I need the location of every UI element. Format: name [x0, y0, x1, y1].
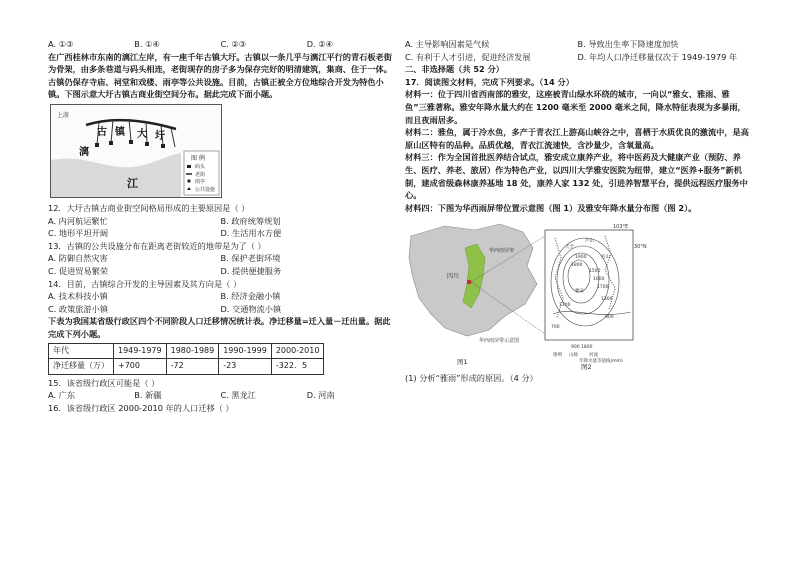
- contour-label: 1300: [601, 297, 613, 303]
- table-cell: -23: [219, 359, 272, 375]
- figure-2-caption: 图2: [581, 363, 592, 371]
- legend-title: 图 例: [191, 154, 205, 162]
- daxu-town-map: [50, 104, 222, 198]
- material-3-label: 材料三：: [405, 152, 438, 163]
- yaan-figures-svg: [405, 218, 750, 370]
- map-char-da: 大: [137, 128, 147, 140]
- place-label: 芦山: [585, 239, 594, 245]
- table-cell: +700: [114, 359, 167, 375]
- q12-stem: 12．大圩古镇古商业街空间格局形成的主要原因是（ ）: [48, 202, 250, 213]
- place-label: 名山: [601, 255, 610, 261]
- legend-item-facility: 公共设施: [195, 186, 216, 193]
- longitude-label: 103°E: [613, 224, 629, 231]
- material-2: [405, 126, 750, 151]
- upstream-label: 上游: [57, 111, 70, 119]
- q12-options-row2: [48, 227, 393, 240]
- q14-options-row2: [48, 303, 393, 316]
- q14-option-c[interactable]: C. 政策旅游小镇: [48, 303, 109, 314]
- q16-option-b[interactable]: B. 导致出生率下降速度加快: [577, 39, 679, 49]
- latitude-label: 30°N: [634, 244, 647, 251]
- q14-stem: 14．目前，古镇综合开发的主导因素及其方向是（ ）: [48, 278, 242, 289]
- passage-daxu: 在广西桂林市东南的漓江左岸，有一座千年古镇大圩。古镇以一条几乎与漓江平行的青石板老街为骨架，由多条巷道与码头相连，老街现存的房子多为保存完好的明清建筑，集商、住于一体。古镇仍保存寺庙、祠堂和戏楼、雨亭等公共设施。目前，古镇正被全方位地综合开发为特色小镇。下图示意大圩古镇古商业街空间分布。据此完成下面小题。: [48, 51, 392, 100]
- place-label: 天全: [565, 245, 574, 251]
- q15-options: [48, 389, 393, 402]
- sichuan-label: 四川: [447, 273, 460, 281]
- map-char-gu: 古: [97, 126, 107, 138]
- legend-item-pier: 码头: [195, 163, 206, 170]
- fig1-sichuan-map: [409, 224, 545, 344]
- q14-option-b[interactable]: B. 经济金融小镇: [220, 291, 281, 302]
- table-header-cell: 年代: [49, 343, 114, 359]
- table-row: [49, 359, 324, 375]
- q13-option-b[interactable]: B. 保护老街环境: [220, 253, 281, 264]
- q16-option-d[interactable]: D. 年均人口净迁移量仅次于 1949-1979 年: [577, 51, 738, 62]
- scale-label: 900 1800: [571, 345, 593, 351]
- table-header-row: [49, 343, 324, 359]
- q14-options-row1: [48, 290, 393, 303]
- contour-label: 700: [551, 325, 560, 331]
- q12-option-a[interactable]: A. 内河航运繁忙: [48, 215, 108, 226]
- material-2-text: 雅鱼，属于冷水鱼，多产于青衣江上游高山峡谷之中，喜栖于水质优良的激流中，是高原山区特有的品种。品质优越，青衣江流速快，含沙量少，含氧量高。: [405, 127, 749, 150]
- contour-label: 1900: [575, 255, 587, 261]
- q13-option-c[interactable]: C. 促进贸易繁荣: [48, 265, 109, 276]
- section-title: 二、非选择题（共 52 分）: [405, 64, 504, 75]
- material-1-label: 材料一：: [405, 89, 438, 100]
- material-4-text: 下图为华西雨屏带位置示意图（图 1）及雅安年降水量分布图（图 2）。: [437, 202, 697, 213]
- fig2-rainfall-map: [545, 224, 647, 364]
- material-4-label: 材料四：: [405, 202, 438, 213]
- q13-stem: 13．古镇的公共设施分布在距离老街较近的地带是为了（ ）: [48, 240, 266, 251]
- map-char-li: 漓: [79, 146, 89, 158]
- table-header-cell: 1980-1989: [166, 343, 219, 359]
- material-1: [405, 88, 750, 126]
- q15-option-a[interactable]: A. 广东: [48, 390, 76, 401]
- table-header-cell: 1990-1999: [219, 343, 272, 359]
- material-1-text: 位于四川省西南部的雅安，这座被青山绿水环绕的城市，一向以“雅女、雅雨、雅鱼”三雅著称。雅安年降水量大约在 1200 毫米至 2000 毫米之间，降水特征表现为多暴雨，而且夜雨居多。: [405, 89, 746, 125]
- q12-option-b[interactable]: B. 政府统筹规划: [220, 215, 281, 226]
- map-char-xu: 圩: [155, 130, 165, 142]
- table-header-cell: 2000-2010: [271, 343, 324, 359]
- material-2-label: 材料二：: [405, 127, 438, 138]
- q12-options-row1: [48, 215, 393, 228]
- q11-option-b[interactable]: B. ①④: [134, 39, 160, 49]
- q16-stem: 16．该省级行政区 2000-2010 年的人口迁移（ ）: [48, 402, 234, 413]
- contour-label: 1500: [589, 269, 601, 275]
- q15-option-c[interactable]: C. 黑龙江: [220, 390, 256, 401]
- q12-option-c[interactable]: C. 地形平坦开阔: [48, 228, 109, 239]
- passage-migration: 下表为我国某省级行政区四个不同阶段人口迁移情况统计表。净迁移量=迁入量－迁出量。据此完成下列小题。: [48, 316, 391, 339]
- material-4: [405, 202, 750, 215]
- legend-item-street: 老街: [195, 171, 206, 178]
- q16-option-a[interactable]: A. 主导影响因素是气候: [405, 39, 490, 49]
- q13-options-row2: [48, 265, 393, 278]
- contour-label: 1800: [571, 263, 583, 269]
- contour-label: 1700: [597, 285, 609, 291]
- right-column: [405, 38, 750, 385]
- contour-label: 900: [605, 315, 614, 321]
- q11-options: [48, 38, 393, 51]
- q15-stem: 15．该省级行政区可能是（ ）: [48, 377, 160, 388]
- q16-options-row2: [405, 51, 750, 64]
- q15-option-b[interactable]: B. 新疆: [134, 390, 162, 401]
- legend-mountain: 山脉: [569, 353, 578, 359]
- fig2-legend-title: 图例: [553, 353, 562, 359]
- migration-table: [48, 343, 324, 375]
- q11-option-c[interactable]: C. ②③: [220, 39, 247, 49]
- map-char-jiang: 江: [127, 176, 138, 190]
- q13-options-row1: [48, 252, 393, 265]
- q15-option-d[interactable]: D. 河南: [306, 390, 335, 401]
- q12-option-d[interactable]: D. 生活用水方便: [220, 228, 282, 239]
- place-label: 雅安: [575, 289, 584, 295]
- contour-label: 1100: [559, 303, 571, 309]
- figure-1-caption: 图1: [457, 358, 468, 367]
- q16-options-row1: [405, 38, 750, 51]
- contour-label: 1600: [593, 277, 605, 283]
- q16-option-c[interactable]: C. 有利于人才引进，促进经济发展: [405, 51, 531, 62]
- table-header-cell: 1949-1979: [114, 343, 167, 359]
- q14-option-d[interactable]: D. 交通物流小镇: [220, 303, 282, 314]
- q14-option-a[interactable]: A. 技术科技小镇: [48, 291, 108, 302]
- daxu-map-svg: [51, 105, 221, 197]
- table-cell: -322．5: [271, 359, 324, 375]
- q13-option-a[interactable]: A. 防御自然灾害: [48, 253, 108, 264]
- inset-title: 华西雨屏带示意图: [479, 338, 520, 345]
- legend-item-pavilion: 雨亭: [195, 178, 206, 185]
- material-3-text: 作为全国首批医养结合试点，雅安成立康养产业，将中医药及大健康产业（预防、养生、医疗、养老、旅居）作为特色产业，以四川大学雅安医院为纽带，建立“医养+服务”新机制，建成省级森林康养基地 18 处，康养人家 132 处，引进养智慧平台，提供远程医疗服务中心。: [405, 152, 748, 201]
- yaan-marker: [467, 280, 471, 284]
- table-cell: -72: [166, 359, 219, 375]
- left-column: [48, 38, 393, 414]
- table-row-label: 净迁移量（万）: [49, 359, 114, 375]
- band-label: 华西雨屏带: [489, 248, 515, 255]
- map-char-zhen: 镇: [115, 126, 125, 138]
- q13-option-d[interactable]: D. 提供便捷服务: [220, 265, 282, 276]
- q11-option-d[interactable]: D. ②④: [306, 39, 333, 49]
- q11-option-a[interactable]: A. ①③: [48, 39, 74, 49]
- q17-stem: 17．阅读图文材料，完成下列要求。（14 分）: [405, 76, 574, 87]
- material-3: [405, 151, 750, 201]
- q17-sub1: (1) 分析“雅雨”形成的原因。（4 分）: [405, 373, 538, 384]
- legend-isoline: 年降水量等值线(mm): [579, 359, 623, 365]
- legend-river: 河流: [589, 353, 598, 359]
- yaan-figures: [405, 218, 750, 370]
